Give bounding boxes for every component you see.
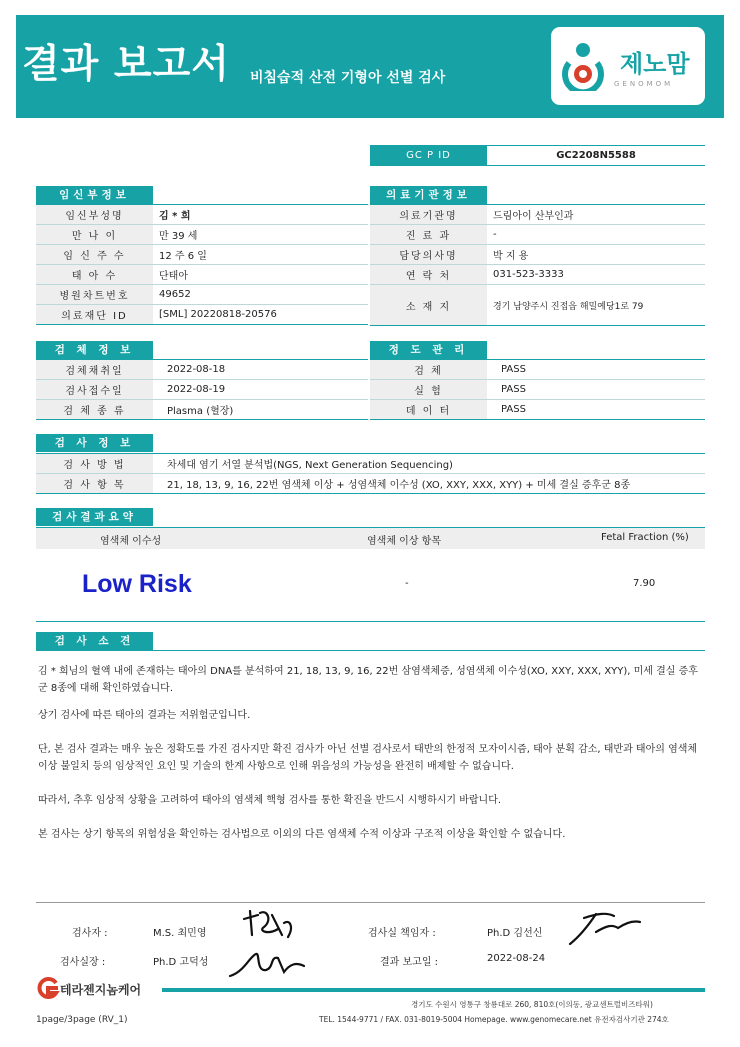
table-row — [370, 225, 705, 245]
doctor-label: 담당의사명 — [370, 245, 487, 265]
foundation-id-value: [SML] 20220818-20576 — [153, 305, 368, 325]
chart-number-label: 병원차트번호 — [36, 285, 153, 305]
divider — [36, 902, 705, 903]
qc-section-title: 정 도 관 리 — [370, 341, 487, 359]
department-value: - — [487, 225, 705, 245]
table-row — [36, 225, 368, 245]
table-row — [370, 380, 705, 400]
fetus-count-label: 태 아 수 — [36, 265, 153, 285]
table-row — [370, 360, 705, 380]
table-row — [370, 245, 705, 265]
responsible-name: Ph.D 김선신 — [487, 928, 543, 939]
address-value: 경기 남양주시 진접읍 해밀예당1로 79 — [487, 285, 705, 326]
abnormal-items-header: 염색체 이상 항목 — [367, 536, 441, 547]
institution-info-table — [370, 204, 705, 326]
divider — [36, 621, 705, 622]
qc-specimen-value: PASS — [487, 360, 705, 380]
responsible-signature-icon — [566, 906, 642, 948]
tester-label: 검사자 : — [72, 928, 108, 939]
footer-accent-bar — [162, 988, 705, 992]
tester-signature-icon — [238, 905, 298, 947]
table-row — [36, 400, 368, 420]
table-row — [36, 205, 368, 225]
address-label: 소 재 지 — [370, 285, 487, 326]
age-value: 만 39 세 — [153, 225, 368, 245]
qc-table — [370, 359, 705, 420]
company-name: 테라젠지놈케어 — [60, 983, 142, 997]
qc-specimen-label: 검 체 — [370, 360, 487, 380]
result-low-risk: Low Risk — [82, 570, 192, 598]
responsible-label: 검사실 책임자 : — [368, 928, 436, 939]
summary-section-title: 검사결과요약 — [36, 508, 153, 526]
lab-chief-signature-icon — [226, 942, 306, 982]
table-row — [36, 305, 368, 325]
gcpid-label: GC P ID — [370, 146, 487, 166]
institution-name: 드림아이 산부인과 — [487, 205, 705, 225]
abnormal-items-value: - — [405, 578, 409, 589]
finding-paragraph-1: 김 * 희님의 혈액 내에 존재하는 태아의 DNA를 분석하여 21, 18, 13, 9, 16, 22번 삼염색체증, 성염색체 이수성(XO, XXY, XXX, XYY), 미세 결실 증후군 8종에 대해 확인하였습니다. — [38, 666, 698, 694]
receipt-date-label: 검사접수일 — [36, 380, 153, 400]
page-indicator: 1page/3page (RV_1) — [36, 1015, 128, 1025]
report-subtitle: 비침습적 산전 기형아 선별 검사 — [250, 70, 446, 86]
aneuploidy-header: 염색체 이수성 — [100, 536, 162, 547]
finding-paragraph-3: 단, 본 검사 결과는 매우 높은 정확도를 가진 검사지만 확진 검사가 아닌 선별 검사로서 태반의 한정적 모자이시즘, 태아 분획 감소, 태반과 태아의 염색체 이상 불일치 등의 임상적인 요인 및 기술의 한계 사항으로 인해 위음성의 가능성을 완전히 배제할 수 없습니다. — [38, 744, 698, 772]
foundation-id-label: 의료재단 ID — [36, 305, 153, 325]
fetal-fraction-value: 7.90 — [633, 578, 656, 589]
fetal-fraction-header: Fetal Fraction (%) — [601, 532, 689, 543]
table-row — [36, 380, 368, 400]
genomom-logo-icon — [561, 41, 605, 91]
table-row — [36, 285, 368, 305]
findings-section-title: 검 사 소 견 — [36, 632, 153, 650]
gcpid-value: GC2208N5588 — [487, 146, 705, 166]
terragen-logo-icon — [34, 977, 60, 999]
test-items-label: 검 사 항 목 — [36, 474, 153, 494]
test-items: 21, 18, 13, 9, 16, 22번 염색체 이상 + 성염색체 이수성 (XO, XXY, XXX, XYY) + 미세 결실 증후군 8종 — [153, 474, 705, 494]
footer-contact: TEL. 1544-9771 / FAX. 031-8019-5004 Homepage. www.genomecare.net 유전자검사기관 274호 — [319, 1015, 669, 1024]
divider — [36, 650, 705, 651]
report-date: 2022-08-24 — [487, 953, 546, 964]
qc-experiment-label: 실 험 — [370, 380, 487, 400]
table-row — [36, 454, 705, 474]
patient-name-label: 임신부성명 — [36, 205, 153, 225]
finding-paragraph-2: 상기 검사에 따른 태아의 결과는 저위험군입니다. — [38, 710, 251, 721]
qc-data-value: PASS — [487, 400, 705, 420]
specimen-info-table — [36, 359, 368, 420]
report-title: 결과 보고서 — [22, 42, 230, 87]
test-method: 차세대 염기 서열 분석법(NGS, Next Generation Sequencing) — [153, 454, 705, 474]
test-method-label: 검 사 방 법 — [36, 454, 153, 474]
finding-paragraph-4: 따라서, 추후 임상적 상황을 고려하여 태아의 염색체 핵형 검사를 통한 확진을 반드시 시행하시기 바랍니다. — [38, 795, 502, 806]
gcpid-table — [370, 145, 705, 166]
table-row — [36, 245, 368, 265]
logo-subtext: GENOMOM — [614, 80, 674, 88]
fetus-count-value: 단태아 — [153, 265, 368, 285]
patient-info-table — [36, 204, 368, 325]
specimen-section-title: 검 체 정 보 — [36, 341, 153, 359]
test-info-table — [36, 453, 705, 494]
table-row — [36, 360, 368, 380]
gestation-value: 12 주 6 일 — [153, 245, 368, 265]
gestation-label: 임 신 주 수 — [36, 245, 153, 265]
report-date-label: 결과 보고일 : — [380, 957, 439, 968]
qc-data-label: 데 이 터 — [370, 400, 487, 420]
table-row — [370, 285, 705, 326]
lab-chief-label: 검사실장 : — [60, 957, 106, 968]
chart-number-value: 49652 — [153, 285, 368, 305]
finding-paragraph-5: 본 검사는 상기 항목의 위험성을 확인하는 검사법으로 이외의 다른 염색체 수적 이상과 구조적 이상을 확인할 수 없습니다. — [38, 829, 566, 840]
table-row — [370, 400, 705, 420]
lab-chief-name: Ph.D 고덕성 — [153, 957, 209, 968]
table-row — [370, 265, 705, 285]
footer-address: 경기도 수원시 영통구 창룡대로 260, 810호(이의동, 광교센트럴비즈타워) — [411, 1000, 653, 1009]
institution-name-label: 의료기관명 — [370, 205, 487, 225]
contact-label: 연 락 처 — [370, 265, 487, 285]
institution-section-title: 의료기관정보 — [370, 186, 487, 204]
specimen-type-label: 검 체 종 류 — [36, 400, 153, 420]
logo-text: 제노맘 — [620, 50, 690, 78]
specimen-type: Plasma (혈장) — [153, 400, 368, 420]
collection-date: 2022-08-18 — [153, 360, 368, 380]
contact-value: 031-523-3333 — [487, 265, 705, 285]
qc-experiment-value: PASS — [487, 380, 705, 400]
doctor-name: 박 지 용 — [487, 245, 705, 265]
patient-name: 김 * 희 — [153, 205, 368, 225]
test-section-title: 검 사 정 보 — [36, 434, 153, 452]
department-label: 진 료 과 — [370, 225, 487, 245]
receipt-date: 2022-08-19 — [153, 380, 368, 400]
tester-name: M.S. 최민영 — [153, 928, 207, 939]
table-row — [370, 205, 705, 225]
table-row — [36, 474, 705, 494]
age-label: 만 나 이 — [36, 225, 153, 245]
collection-date-label: 검체채취일 — [36, 360, 153, 380]
patient-section-title: 임신부정보 — [36, 186, 153, 204]
table-row — [36, 265, 368, 285]
